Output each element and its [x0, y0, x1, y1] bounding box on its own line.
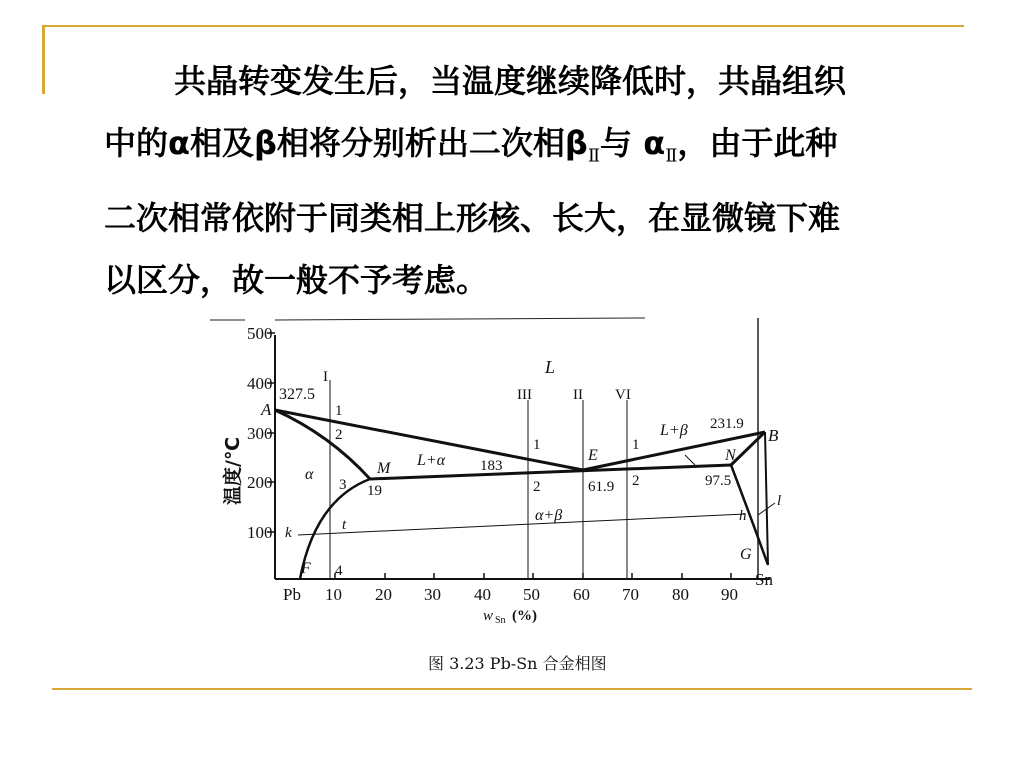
- point-2-alloy-VI: 2: [632, 473, 640, 489]
- point-4-alloy-I: 4: [335, 563, 343, 579]
- point-1-alloy-III: 1: [533, 437, 541, 453]
- label-L-alpha: L+α: [417, 452, 446, 469]
- para-line-2: 中的α相及β相将分别析出二次相$\beta_Ⅱ$与 $\alpha_Ⅱ$，由于此种: [104, 124, 838, 167]
- label-97.5: 97.5: [705, 473, 732, 489]
- y-tick-label: 100: [247, 523, 273, 542]
- label-alpha-beta: α+β: [535, 507, 563, 524]
- x-tick-label: 90: [721, 585, 738, 604]
- label-F: F: [301, 560, 311, 577]
- label-61.9: 61.9: [588, 479, 615, 495]
- label-l: l: [777, 493, 782, 509]
- point-3-alloy-I: 3: [339, 477, 347, 493]
- label-k: k: [285, 525, 292, 541]
- body-paragraph: [104, 50, 964, 311]
- top-rule: [42, 25, 964, 27]
- x-tick-label: 80: [672, 585, 689, 604]
- para-line-3: 二次相常依附于同类相上形核、长大，在显微镜下难: [104, 199, 841, 238]
- x-axis-title: w: [483, 608, 494, 624]
- pb-sn-phase-diagram: [205, 315, 790, 685]
- label-183: 183: [480, 458, 503, 474]
- x-axis-title-unit: (%): [512, 608, 537, 624]
- label-E: E: [588, 447, 598, 464]
- label-t: t: [342, 517, 347, 533]
- label-I: I: [323, 369, 328, 385]
- y-tick-label: 200: [247, 473, 273, 492]
- x-tick-label: 60: [573, 585, 590, 604]
- label-G: G: [740, 546, 752, 563]
- label-II: II: [573, 387, 583, 403]
- point-2-alloy-III: 2: [533, 479, 541, 495]
- label-327: 327.5: [279, 386, 315, 403]
- x-tick-label: 40: [474, 585, 491, 604]
- label-VI: VI: [615, 387, 631, 403]
- left-accent-bar: [42, 26, 45, 94]
- x-tick-label: 10: [325, 585, 342, 604]
- sn-side-line: [765, 432, 768, 565]
- label-19: 19: [367, 483, 382, 499]
- phase-diagram-svg: [205, 315, 790, 685]
- x-tick-label: 70: [622, 585, 639, 604]
- label-N: N: [725, 447, 736, 464]
- point-1-alloy-I: 1: [335, 403, 343, 419]
- label-L-beta: L+β: [660, 422, 688, 439]
- y-tick-label: 300: [247, 424, 273, 443]
- para-line-4: 以区分，故一般不予考虑。: [104, 261, 489, 300]
- label-A: A: [261, 400, 272, 419]
- x-tick-label: 30: [424, 585, 441, 604]
- y-tick-label: 400: [247, 374, 273, 393]
- point-1-alloy-VI: 1: [632, 437, 640, 453]
- label-h: h: [739, 508, 747, 524]
- L-beta-leader: [685, 455, 695, 465]
- y-axis-title: 温度/℃: [222, 437, 244, 505]
- para-line-1: 共晶转变发生后，当温度继续降低时，共晶组织: [174, 62, 847, 100]
- label-alpha: α: [305, 466, 314, 483]
- label-231.9: 231.9: [710, 416, 744, 432]
- y-tick-label: 500: [247, 324, 273, 343]
- point-2-alloy-I: 2: [335, 427, 343, 443]
- label-III: III: [517, 387, 532, 403]
- frame-top: [275, 318, 645, 320]
- x-tick-label: 20: [375, 585, 392, 604]
- x-tick-label: Sn: [755, 570, 773, 589]
- label-M: M: [377, 460, 391, 477]
- bottom-rule: [52, 688, 972, 690]
- x-axis-title-sub: Sn: [495, 615, 506, 626]
- x-tick-label: Pb: [283, 585, 301, 604]
- tie-line-kth: [298, 514, 745, 535]
- x-tick-label: 50: [523, 585, 540, 604]
- figure-caption: 图 3.23 Pb-Sn 合金相图: [428, 654, 607, 673]
- label-B: B: [768, 426, 779, 445]
- label-L: L: [545, 357, 556, 377]
